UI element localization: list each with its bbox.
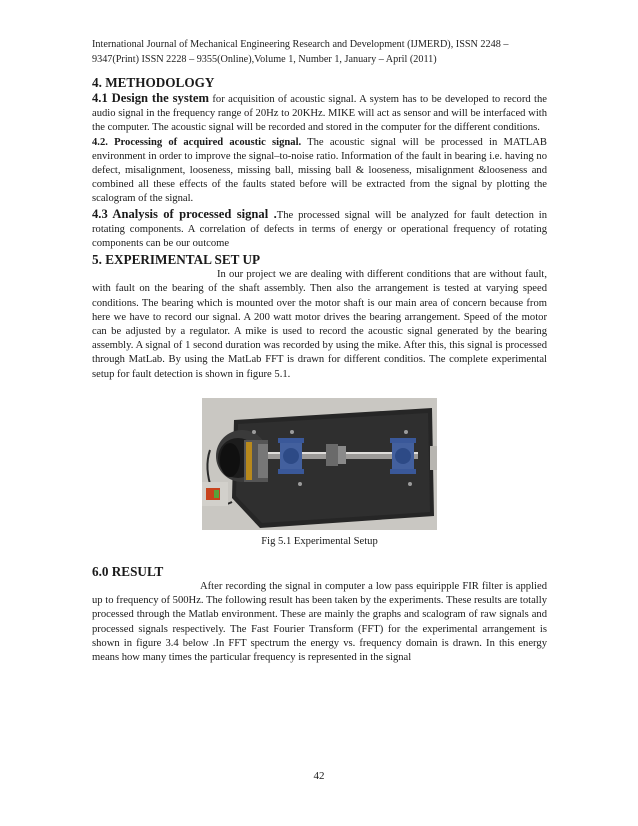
section-4-2	[92, 136, 547, 207]
experimental-setup-illustration	[202, 398, 437, 530]
section-4-3	[92, 207, 547, 252]
experimental-setup-paragraph	[92, 268, 547, 382]
experimental-setup-photo	[202, 398, 437, 530]
figure-caption: Fig 5.1 Experimental Setup	[261, 536, 378, 547]
section-4-2-title: 4.2. Processing of acquired acoustic signal.	[92, 136, 302, 148]
section-4-1-title: 4.1 Design the system	[92, 91, 209, 105]
experimental-setup-text: In our project we are dealing with different conditions that are without fault, with fault on the bearing of the shaft assembly. Then also the arrangement is tested at varying speed conditions. The bearing which is mounted over the motor shaft is our main area of concern because from here we have to record our signal. A 200 watt motor drives the bearing arrangement. Speed of the motor can be adjusted by a regulator. A mike is used to record the acoustic signal generated by the bearing assembly. A signal of 1 second duration was recorded by using the mike. After this, this signal is processed through MatLab. By using the MatLab FFT is drawn for different conditios. The complete experimental setup for fault detection is shown in figure 5.1.	[92, 269, 547, 380]
page-number: 42	[313, 770, 325, 782]
journal-header	[92, 38, 547, 67]
result-text: After recording the signal in computer a low pass equiripple FIR filter is applied up to frequency of 500Hz. The following result has been taken by the experiments. These results are totally processed through the Matlab environment. These are mainly the graphs and scalogram of raw signals and processed signals respectively. The Fast Fourier Transform (FFT) for the experimental arrangement is shown in figure 3.4 below .In FFT spectrum the energy vs. frequency domain is drawn. In this energy means how many times the particular frequency is represented in the signal	[92, 581, 547, 664]
result-heading: 6.0 RESULT	[92, 564, 164, 579]
result-paragraph	[92, 580, 547, 665]
section-4-3-text: The processed signal will be analyzed for fault detection in rotating components. A correlation of defects in terms of energy or operational frequency of rotating components can be our outcome	[92, 209, 547, 250]
section-4-2-text: The acoustic signal will be processed in MATLAB environment in order to improve the signal–to-noise ratio. Information of the fault in bearing i.e. having no defect, misalignment, looseness, missing ball, missing ball & looseness, misalignment &looseness and combined all these effects of the faults stated before will be extracted from the signal by plotting the scalogram of the signal.	[92, 136, 547, 205]
section-4-3-title: 4.3 Analysis of processed signal .	[92, 206, 277, 221]
journal-header-line-2: 9347(Print) ISSN 2228 – 9355(Online),Volume 1, Number 1, January – April (2011)	[92, 53, 437, 65]
section-4-1-text: for acquisition of acoustic signal. A system has to be developed to record the audio signal in the frequency range of 20Hz to 20KHz. MIKE will act as sensor and will be interfaced with the computer. The acoustic signal will be recorded and stored in the computer for the different conditions.	[92, 94, 547, 134]
result-section	[92, 563, 547, 665]
experimental-setup-heading: 5. EXPERIMENTAL SET UP	[92, 252, 261, 268]
section-4-1	[92, 91, 547, 136]
journal-header-line-1: International Journal of Mechanical Engineering Research and Development (IJMERD), ISSN 2248 –	[92, 39, 509, 50]
main-text	[92, 74, 547, 382]
methodology-heading: 4. METHODOLOGY	[92, 75, 215, 90]
